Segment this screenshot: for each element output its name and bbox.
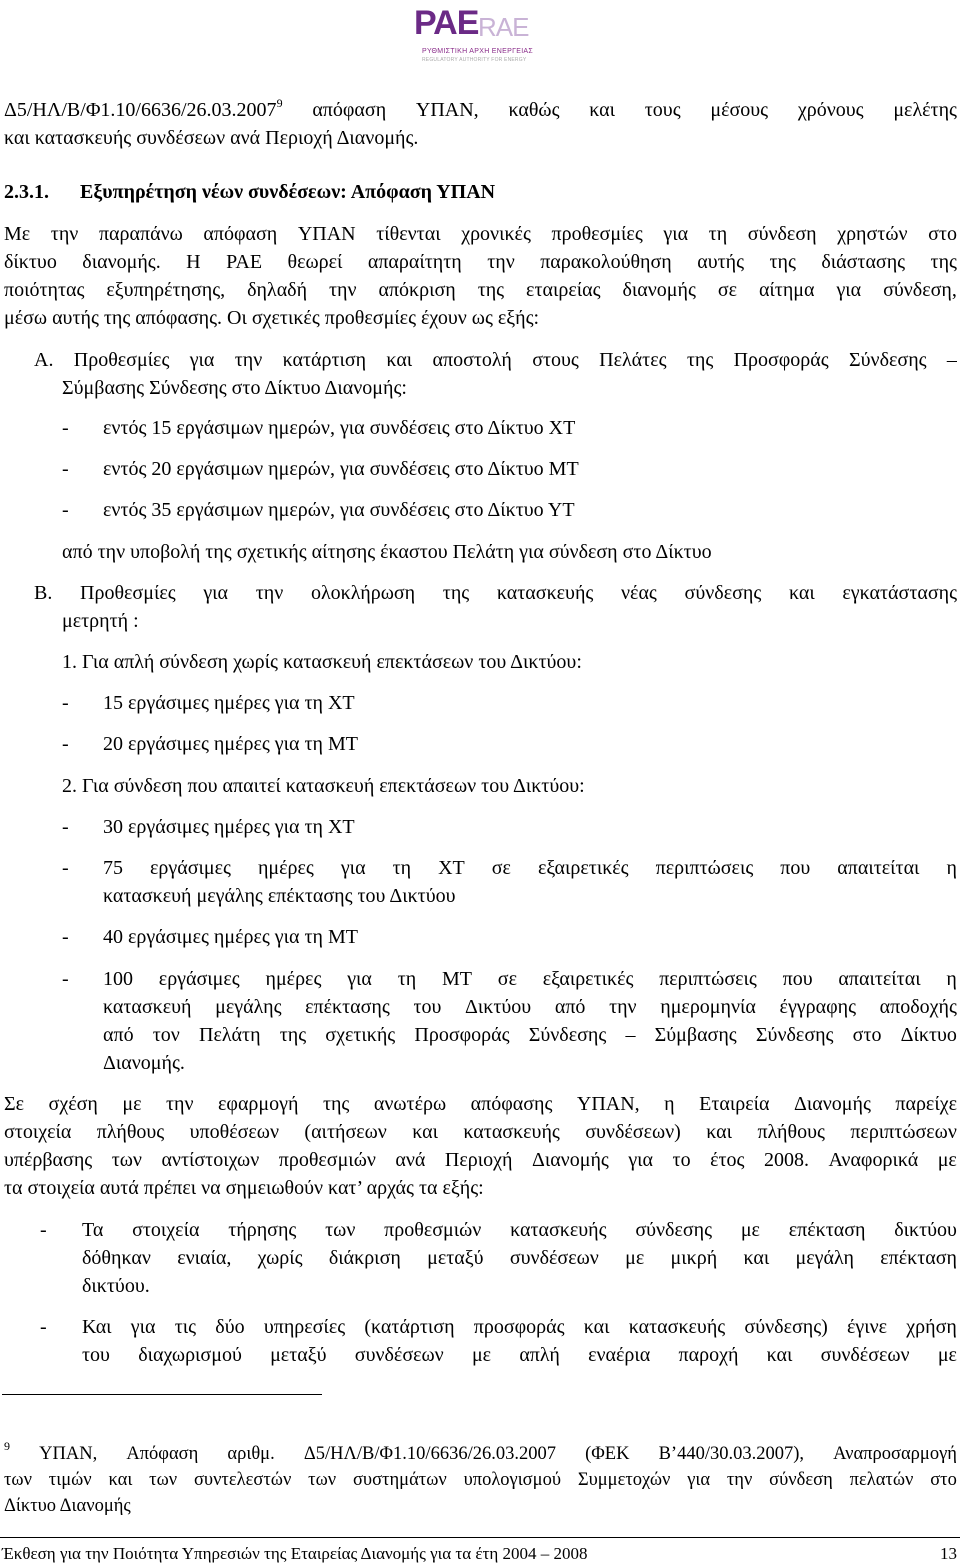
sectionB-sub1-title: 1. Για απλή σύνδεση χωρίς κατασκευή επεκτάσεων του Δικτύου: xyxy=(62,651,582,673)
word: το xyxy=(672,1149,691,1171)
word: κατασκευής xyxy=(628,1316,726,1338)
sectionB-sub1-item-2: 20 εργάσιμες ημέρες για τη ΜΤ xyxy=(103,733,358,755)
word: Τα xyxy=(82,1219,104,1241)
para2-line-2 xyxy=(4,1118,957,1146)
word: μελέτης xyxy=(893,99,957,121)
sectionB-sub2-item-1: 30 εργάσιμες ημέρες για τη ΧΤ xyxy=(103,816,355,838)
word: με xyxy=(937,1344,957,1366)
rae-logo xyxy=(408,4,548,66)
word: θεωρεί xyxy=(287,251,343,273)
word: σύνδεσης) xyxy=(744,1316,828,1338)
word: αποστολή xyxy=(432,349,512,371)
word: περιπτώσεις xyxy=(655,857,754,879)
word: έτος xyxy=(710,1149,745,1171)
word: ΥΠΑΝ xyxy=(297,223,356,245)
word: και xyxy=(108,1470,133,1490)
justified-line xyxy=(82,1216,957,1244)
word: Δ5/ΗΛ/Β/Φ1.10/6636/26.03.2007$^9$ xyxy=(4,96,283,121)
logo-pae-text: PAE xyxy=(414,4,479,42)
word: μεταξύ xyxy=(270,1344,327,1366)
word: και xyxy=(583,1316,610,1338)
word: Δικτύου xyxy=(465,996,532,1018)
word: την xyxy=(609,996,637,1018)
word: ΧΤ xyxy=(438,857,465,879)
word: Σύμβασης xyxy=(654,1024,737,1046)
word: ημέρες xyxy=(265,968,322,990)
word: – xyxy=(625,1024,636,1046)
word: χρηστών xyxy=(837,223,908,245)
word: ΡΑΕ xyxy=(226,251,263,273)
word: διάκριση xyxy=(328,1247,401,1269)
word: τη xyxy=(397,968,417,990)
word: προθεσμίες xyxy=(551,223,643,245)
bullet-dash: - xyxy=(62,926,69,948)
bullet-1-line-2 xyxy=(82,1244,957,1272)
page-number: 13 xyxy=(940,1544,957,1563)
word: (ΦΕΚ xyxy=(585,1444,630,1464)
word: συνδέσεων xyxy=(354,1344,444,1366)
word: της xyxy=(442,582,470,604)
word: με xyxy=(471,1344,492,1366)
word: Προσφοράς xyxy=(414,1024,510,1046)
word: δηλαδή xyxy=(247,279,308,301)
word: ΥΠΑΝ, xyxy=(576,1093,640,1115)
justified-line xyxy=(4,248,957,276)
word: σε xyxy=(717,279,737,301)
word: ανωτέρω xyxy=(373,1093,447,1115)
word: – xyxy=(946,349,957,371)
sectionA-item-2: εντός 20 εργάσιμων ημερών, για συνδέσεις στο Δίκτυο ΜΤ xyxy=(103,458,579,480)
word: της xyxy=(322,1093,350,1115)
word: εξαιρετικές xyxy=(537,857,629,879)
word: ποιότητας xyxy=(4,279,85,301)
bullet-dash: - xyxy=(62,458,69,480)
bullet-2-line-2 xyxy=(82,1341,957,1369)
word: προθεσμιών xyxy=(278,1149,376,1171)
word: διανομής xyxy=(622,279,696,301)
footnote-separator xyxy=(2,1394,322,1395)
sectionA-line-1 xyxy=(34,346,957,374)
word: Σύνδεσης xyxy=(849,349,927,371)
word: απαραίτητη xyxy=(367,251,462,273)
word: για xyxy=(340,857,366,879)
word: κατασκευής xyxy=(510,1219,607,1241)
word: μικρή xyxy=(670,1247,718,1269)
bullet-1-line-1 xyxy=(82,1216,957,1244)
word: με xyxy=(122,1093,142,1115)
logo-tagline-en: REGULATORY AUTHORITY FOR ENERGY xyxy=(422,57,527,63)
word: Προθεσμίες xyxy=(73,349,170,371)
word: (κατάρτιση xyxy=(364,1316,455,1338)
word: σχετικής xyxy=(325,1024,396,1046)
word: 2008. xyxy=(763,1149,809,1171)
word: Β. xyxy=(34,582,53,604)
word: Α. xyxy=(34,349,54,371)
footer-title: Έκθεση για την Ποιότητα Υπηρεσιών της Εταιρείας Διανομής για τα έτη 2004 – 2008 xyxy=(2,1544,588,1563)
word: σύνδεση xyxy=(769,1470,833,1490)
word: διαχωρισμού xyxy=(138,1344,242,1366)
intro-line-1 xyxy=(4,96,957,124)
word: (αιτήσεων xyxy=(304,1121,387,1143)
justified-line xyxy=(103,965,957,993)
word: για xyxy=(130,1316,156,1338)
word: και xyxy=(412,1121,438,1143)
word: κατάρτιση xyxy=(282,349,367,371)
word: εξαιρετικές xyxy=(542,968,634,990)
word: που xyxy=(782,968,813,990)
word: αίτημα xyxy=(758,279,815,301)
word: απλή xyxy=(519,1344,560,1366)
word: με xyxy=(625,1247,645,1269)
word: Σύνδεσης xyxy=(755,1024,834,1046)
word: και xyxy=(386,349,413,371)
word: την xyxy=(50,223,79,245)
word: αντίστοιχων xyxy=(161,1149,260,1171)
word: και xyxy=(743,1247,770,1269)
word: των xyxy=(4,1470,32,1490)
justified-line xyxy=(4,276,957,304)
word: νέας xyxy=(621,582,657,604)
word: συντελεστών xyxy=(193,1470,292,1490)
word: των xyxy=(111,1149,142,1171)
word: των xyxy=(308,1470,337,1490)
word: σε xyxy=(497,968,517,990)
word: του xyxy=(413,996,442,1018)
word: παροχή xyxy=(678,1344,739,1366)
justified-line xyxy=(82,1313,957,1341)
word: Και xyxy=(82,1316,112,1338)
word: καθώς xyxy=(508,99,560,121)
word: στοιχεία xyxy=(4,1121,72,1143)
word: Δ5/ΗΛ/Β/Φ1.10/6636/26.03.2007 xyxy=(303,1444,556,1464)
word: τους xyxy=(644,99,681,121)
sectionB-sub2-title: 2. Για σύνδεση που απαιτεί κατασκευή επεκτάσεων του Δικτύου: xyxy=(62,775,585,797)
word: στους xyxy=(532,349,579,371)
word: έγινε xyxy=(847,1316,888,1338)
word: και xyxy=(788,582,815,604)
sectionA-line-2: Σύμβασης Σύνδεσης στο Δίκτυο Διανομής: xyxy=(62,377,407,399)
word: επέκτασης xyxy=(305,996,390,1018)
footnote-line-1 xyxy=(4,1440,957,1468)
word: κατασκευής xyxy=(496,582,594,604)
bullet-dash: - xyxy=(62,816,69,838)
word: των xyxy=(149,1470,178,1490)
word: κατασκευής xyxy=(463,1121,560,1143)
word: δίκτυο xyxy=(4,251,57,273)
word: μεγάλη xyxy=(795,1247,854,1269)
word: ημέρες xyxy=(257,857,314,879)
footnote-line-3: Δίκτυο Διανομής xyxy=(4,1496,131,1516)
word: αυτής xyxy=(697,251,745,273)
sectionB-sub2-item-2-line-1 xyxy=(103,854,957,882)
word: για xyxy=(189,349,215,371)
word: στο xyxy=(852,1024,882,1046)
word: Συμμετοχών xyxy=(577,1470,671,1490)
sectionB-sub2-item-4-line-3 xyxy=(103,1021,957,1049)
word: Διανομής xyxy=(531,1149,609,1171)
word: παρακολούθηση xyxy=(540,251,672,273)
word: υπολογισμού xyxy=(463,1470,561,1490)
justified-line xyxy=(34,346,957,374)
word: με xyxy=(740,1219,760,1241)
word: αποδοχής xyxy=(879,996,957,1018)
word: για xyxy=(203,582,229,604)
word: υπηρεσίες xyxy=(263,1316,346,1338)
word: επέκταση xyxy=(880,1247,957,1269)
word: παρείχε xyxy=(895,1093,957,1115)
word: για xyxy=(628,1149,654,1171)
word: την xyxy=(726,1470,753,1490)
word: ολοκλήρωση xyxy=(310,582,416,604)
word: επέκταση xyxy=(788,1219,866,1241)
word: τιμών xyxy=(48,1470,92,1490)
word: Προσφοράς xyxy=(733,349,829,371)
bullet-dash: - xyxy=(62,417,69,439)
word: τη xyxy=(708,223,728,245)
logo-rae-text: RAE xyxy=(478,12,529,42)
bullet-dash: - xyxy=(62,733,69,755)
word: Πελάτη xyxy=(199,1024,261,1046)
word: Σύνδεσης xyxy=(528,1024,607,1046)
word: η xyxy=(946,968,957,990)
bullet-dash: - xyxy=(40,1316,47,1338)
word: συνδέσεων xyxy=(820,1344,910,1366)
word: ανά xyxy=(395,1149,426,1171)
word: η xyxy=(664,1093,675,1115)
word: συνδέσεων) xyxy=(585,1121,681,1143)
footnote-mark: 9 xyxy=(4,1439,10,1453)
word: την xyxy=(255,582,284,604)
word: που xyxy=(780,857,811,879)
word: στο xyxy=(930,1470,957,1490)
word: Περιοχή xyxy=(444,1149,513,1171)
word: ενιαία, xyxy=(177,1247,232,1269)
justified-line xyxy=(4,1466,957,1494)
word: ΥΠΑΝ, xyxy=(415,99,479,121)
justified-line xyxy=(4,1146,957,1174)
word: Αναπροσαρμογή xyxy=(833,1444,957,1464)
sectionB-sub2-item-4-line-2 xyxy=(103,993,957,1021)
word: Εταιρεία xyxy=(699,1093,770,1115)
word: για xyxy=(836,279,862,301)
word: Απόφαση xyxy=(126,1444,199,1464)
sectionA-item-3: εντός 35 εργάσιμων ημερών, για συνδέσεις στο Δίκτυο ΥΤ xyxy=(103,499,575,521)
word: η xyxy=(946,857,957,879)
footer-rule xyxy=(0,1537,960,1538)
justified-line xyxy=(103,854,957,882)
word: των xyxy=(325,1219,356,1241)
word: περιπτώσεων xyxy=(850,1121,957,1143)
word: με xyxy=(937,1149,957,1171)
word: σύνδεση, xyxy=(883,279,957,301)
justified-line xyxy=(4,1090,957,1118)
word: την xyxy=(234,349,263,371)
page-footer xyxy=(2,1542,957,1566)
word: και xyxy=(766,1344,793,1366)
word: στοιχεία xyxy=(132,1219,200,1241)
word: απόφαση xyxy=(203,223,278,245)
word: από xyxy=(554,996,586,1018)
word: Η xyxy=(186,251,201,273)
word: δύο xyxy=(215,1316,245,1338)
word: τις xyxy=(174,1316,197,1338)
para2-line-1 xyxy=(4,1090,957,1118)
sectionB-sub2-item-3: 40 εργάσιμες ημέρες για τη ΜΤ xyxy=(103,926,358,948)
word: για xyxy=(687,1470,711,1490)
word: σύνδεση xyxy=(747,223,817,245)
para2-line-4: τα στοιχεία αυτά πρέπει να σημειωθούν κατ’ αρχάς τα εξής: xyxy=(4,1177,484,1199)
word: απόφαση xyxy=(312,99,387,121)
word: της xyxy=(279,1024,307,1046)
word: χωρίς xyxy=(257,1247,303,1269)
word: για xyxy=(663,223,689,245)
word: την xyxy=(329,279,357,301)
word: 100 xyxy=(103,968,133,990)
word: από xyxy=(103,1024,134,1046)
para1-line-1 xyxy=(4,220,957,248)
word: την xyxy=(165,1093,194,1115)
word: παραπάνω xyxy=(98,223,183,245)
sectionA-item-1: εντός 15 εργάσιμων ημερών, για συνδέσεις στο Δίκτυο ΧΤ xyxy=(103,417,576,439)
word: τη xyxy=(392,857,412,879)
justified-line xyxy=(4,1118,957,1146)
bullet-dash: - xyxy=(62,499,69,521)
word: χρήση xyxy=(906,1316,957,1338)
word: προσφοράς xyxy=(473,1316,565,1338)
word: εξυπηρέτησης, xyxy=(106,279,226,301)
word: της xyxy=(477,279,505,301)
sectionB-sub1-item-1: 15 εργάσιμες ημέρες για τη ΧΤ xyxy=(103,692,355,714)
word: και xyxy=(589,99,615,121)
word: ΜΤ xyxy=(441,968,472,990)
justified-line xyxy=(103,1021,957,1049)
word: τίθενται xyxy=(376,223,441,245)
bullet-dash: - xyxy=(62,968,69,990)
bullet-2-line-1 xyxy=(82,1313,957,1341)
word: σχέση xyxy=(48,1093,98,1115)
bullet-dash: - xyxy=(62,692,69,714)
word: εταιρείας xyxy=(526,279,601,301)
justified-line xyxy=(103,993,957,1021)
word: τήρησης xyxy=(228,1219,297,1241)
word: μεγάλης xyxy=(215,996,282,1018)
word: ΥΠΑΝ, xyxy=(39,1444,98,1464)
section-title: Εξυπηρέτηση νέων συνδέσεων: Απόφαση ΥΠΑΝ xyxy=(80,181,496,203)
word: και xyxy=(706,1121,733,1143)
word: Προθεσμίες xyxy=(80,582,176,604)
word: πλήθους xyxy=(757,1121,825,1143)
word: απόφασης xyxy=(470,1093,553,1115)
word: δικτύου xyxy=(894,1219,957,1241)
word: χρόνους xyxy=(797,99,864,121)
word: Πελάτες xyxy=(599,349,667,371)
bullet-dash: - xyxy=(62,857,69,879)
word: σύνδεσης xyxy=(684,582,762,604)
word: κατασκευή xyxy=(103,996,192,1018)
word: ημερομηνία xyxy=(660,996,756,1018)
word: της xyxy=(769,251,796,273)
sectionB-line-2: μετρητή : xyxy=(62,610,139,632)
word: συνδέσεων xyxy=(509,1247,599,1269)
bullet-1-line-3: δικτύου. xyxy=(82,1275,150,1297)
logo-tagline: ΡΥΘΜΙΣΤΙΚΗ ΑΡΧΗ ΕΝΕΡΓΕΙΑΣ xyxy=(422,48,534,55)
para1-line-3 xyxy=(4,276,957,304)
word: αριθμ. xyxy=(227,1444,275,1464)
word: της xyxy=(930,251,957,273)
sectionB-sub2-item-4-line-1 xyxy=(103,965,957,993)
word: σύνδεσης xyxy=(635,1219,713,1241)
section-number: 2.3.1. xyxy=(4,181,49,203)
word: τον xyxy=(152,1024,180,1046)
word: πλήθους xyxy=(96,1121,165,1143)
word: προθεσμιών xyxy=(384,1219,482,1241)
word: περιπτώσεις xyxy=(659,968,757,990)
word xyxy=(4,1440,10,1468)
footnote-ref: 9 xyxy=(276,96,283,110)
word: διάστασης xyxy=(821,251,906,273)
word: απαιτείται xyxy=(837,857,920,879)
word: Διανομής xyxy=(794,1093,871,1115)
word: σε xyxy=(491,857,511,879)
para1-line-4: μέσω αυτής της απόφασης. Οι σχετικές προθεσμίες έχουν ως εξής: xyxy=(4,307,540,329)
word: εργάσιμες xyxy=(150,857,231,879)
bullet-dash: - xyxy=(40,1219,47,1241)
word: υποθέσεων xyxy=(189,1121,280,1143)
word: απόκριση xyxy=(378,279,456,301)
para1-line-2 xyxy=(4,248,957,276)
sectionB-sub2-item-4-line-4: Διανομής. xyxy=(103,1052,185,1074)
word: χρονικές xyxy=(461,223,531,245)
word: του xyxy=(82,1344,110,1366)
word: απαιτείται xyxy=(838,968,921,990)
word: Β’440/30.03.2007), xyxy=(658,1444,805,1464)
word: Δίκτυο xyxy=(900,1024,957,1046)
word: Αναφορικά xyxy=(828,1149,919,1171)
sectionA-closing: από την υποβολή της σχετικής αίτησης έκαστου Πελάτη για σύνδεση στο Δίκτυο xyxy=(62,541,712,563)
word: την xyxy=(487,251,515,273)
justified-line xyxy=(82,1244,957,1272)
sectionB-line-1 xyxy=(34,579,957,607)
word: έγγραφης xyxy=(779,996,857,1018)
word: εργάσιμες xyxy=(158,968,240,990)
word: υπέρβασης xyxy=(4,1149,93,1171)
word: 75 xyxy=(103,857,123,879)
footnote-line-2 xyxy=(4,1466,957,1494)
word: μέσους xyxy=(710,99,769,121)
word: διανομής. xyxy=(82,251,161,273)
justified-line xyxy=(34,579,957,607)
intro-line-2: και κατασκευής συνδέσεων ανά Περιοχή Διανομής. xyxy=(4,127,419,149)
justified-line xyxy=(4,220,957,248)
para2-line-3 xyxy=(4,1146,957,1174)
word: εναέρια xyxy=(588,1344,651,1366)
word: συστημάτων xyxy=(352,1470,447,1490)
word: πελατών xyxy=(849,1470,914,1490)
word: για xyxy=(347,968,372,990)
justified-line xyxy=(82,1341,957,1369)
word: εγκατάστασης xyxy=(842,582,957,604)
word: εφαρμογή xyxy=(218,1093,299,1115)
word: στο xyxy=(928,223,957,245)
word: Σε xyxy=(4,1093,25,1115)
word: δόθηκαν xyxy=(82,1247,151,1269)
word: Με xyxy=(4,223,31,245)
word: μεταξύ xyxy=(427,1247,484,1269)
word: της xyxy=(686,349,714,371)
sectionB-sub2-item-2-line-2: κατασκευή μεγάλης επέκτασης του Δικτύου xyxy=(103,885,456,907)
